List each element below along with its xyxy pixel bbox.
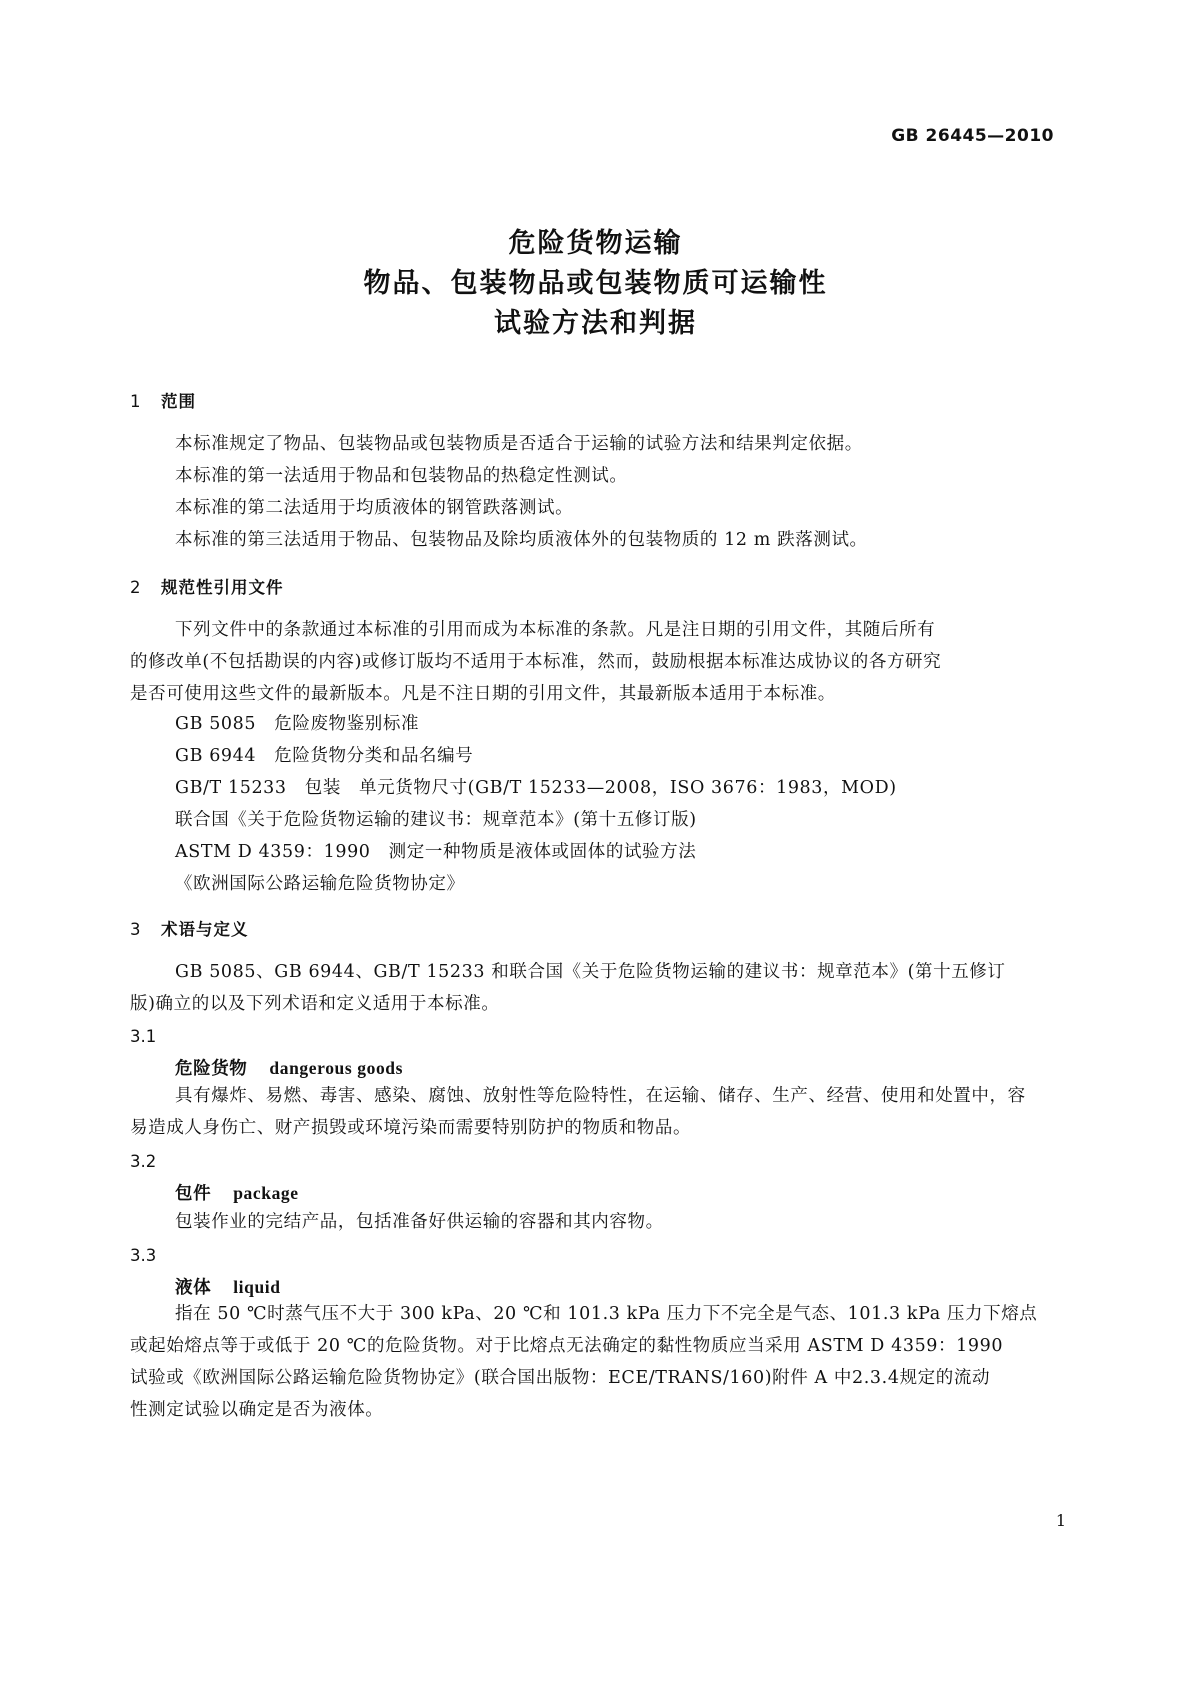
term-definition-line: 或起始熔点等于或低于 20 ℃的危险货物。对于比熔点无法确定的黏性物质应当采用 ASTM D 4359：1990 bbox=[130, 1336, 1004, 1356]
reference-item: 《欧洲国际公路运输危险货物协定》 bbox=[175, 874, 465, 894]
term-en: package bbox=[233, 1183, 299, 1203]
term-en: dangerous goods bbox=[269, 1058, 404, 1078]
term-definition-line: 易造成人身伤亡、财产损毁或环境污染而需要特别防护的物质和物品。 bbox=[130, 1118, 692, 1138]
section-1-paragraph: 本标准的第一法适用于物品和包装物品的热稳定性测试。 bbox=[175, 466, 628, 486]
section-title: 范围 bbox=[161, 392, 196, 411]
term-number: 3.1 bbox=[130, 1027, 157, 1046]
section-title: 术语与定义 bbox=[161, 920, 249, 939]
term-number: 3.3 bbox=[130, 1246, 157, 1265]
section-1-paragraph: 本标准规定了物品、包装物品或包装物质是否适合于运输的试验方法和结果判定依据。 bbox=[175, 434, 863, 454]
section-3-intro-line: GB 5085、GB 6944、GB/T 15233 和联合国《关于危险货物运输的建议书：规章范本》(第十五修订 bbox=[175, 962, 1006, 982]
section-2-intro-line: 下列文件中的条款通过本标准的引用而成为本标准的条款。凡是注日期的引用文件，其随后所有 bbox=[175, 620, 936, 640]
section-number: 3 bbox=[130, 920, 142, 939]
page-number: 1 bbox=[1055, 1511, 1066, 1530]
term-number: 3.2 bbox=[130, 1152, 157, 1171]
section-2-intro-line: 的修改单(不包括勘误的内容)或修订版均不适用于本标准，然而，鼓励根据本标准达成协议的各方研究 bbox=[130, 652, 942, 672]
section-2-heading bbox=[130, 574, 284, 598]
term-definition-line: 性测定试验以确定是否为液体。 bbox=[130, 1400, 384, 1420]
title-line-1: 危险货物运输 bbox=[508, 228, 683, 259]
reference-item: 联合国《关于危险货物运输的建议书：规章范本》(第十五修订版) bbox=[175, 810, 697, 830]
term-en: liquid bbox=[233, 1277, 281, 1297]
reference-item: GB 6944 危险货物分类和品名编号 bbox=[175, 746, 474, 766]
term-zh: 危险货物 bbox=[175, 1059, 248, 1079]
section-number: 1 bbox=[130, 392, 142, 411]
section-number: 2 bbox=[130, 578, 142, 597]
reference-item: ASTM D 4359：1990 测定一种物质是液体或固体的试验方法 bbox=[175, 842, 697, 862]
standard-code: GB 26445—2010 bbox=[891, 126, 1054, 146]
section-1-heading bbox=[130, 388, 196, 412]
reference-item: GB 5085 危险废物鉴别标准 bbox=[175, 714, 420, 734]
term-definition-line: 具有爆炸、易燃、毒害、感染、腐蚀、放射性等危险特性，在运输、储存、生产、经营、使用和处置中，容 bbox=[175, 1086, 1026, 1106]
term-definition-line: 指在 50 ℃时蒸气压不大于 300 kPa、20 ℃和 101.3 kPa 压力下不完全是气态、101.3 kPa 压力下熔点 bbox=[175, 1304, 1038, 1324]
term-zh: 液体 bbox=[175, 1278, 212, 1298]
section-2-intro-line: 是否可使用这些文件的最新版本。凡是不注日期的引用文件，其最新版本适用于本标准。 bbox=[130, 684, 836, 704]
term-heading bbox=[175, 1180, 299, 1205]
section-title: 规范性引用文件 bbox=[161, 578, 284, 597]
term-zh: 包件 bbox=[175, 1184, 212, 1204]
section-3-intro-line: 版)确立的以及下列术语和定义适用于本标准。 bbox=[130, 994, 500, 1014]
term-heading bbox=[175, 1055, 403, 1080]
reference-item: GB/T 15233 包装 单元货物尺寸(GB/T 15233—2008，ISO 3676：1983，MOD) bbox=[175, 778, 897, 798]
section-1-paragraph: 本标准的第三法适用于物品、包装物品及除均质液体外的包装物质的 12 m 跌落测试。 bbox=[175, 530, 868, 550]
section-3-heading bbox=[130, 916, 249, 940]
title-line-3: 试验方法和判据 bbox=[494, 308, 697, 339]
term-definition-line: 包装作业的完结产品，包括准备好供运输的容器和其内容物。 bbox=[175, 1212, 664, 1232]
term-heading bbox=[175, 1274, 281, 1299]
title-line-2: 物品、包装物品或包装物质可运输性 bbox=[363, 268, 828, 299]
document-title bbox=[0, 224, 1191, 344]
section-1-paragraph: 本标准的第二法适用于均质液体的钢管跌落测试。 bbox=[175, 498, 574, 518]
term-definition-line: 试验或《欧洲国际公路运输危险货物协定》(联合国出版物：ECE/TRANS/160)附件 A 中2.3.4规定的流动 bbox=[130, 1368, 991, 1388]
